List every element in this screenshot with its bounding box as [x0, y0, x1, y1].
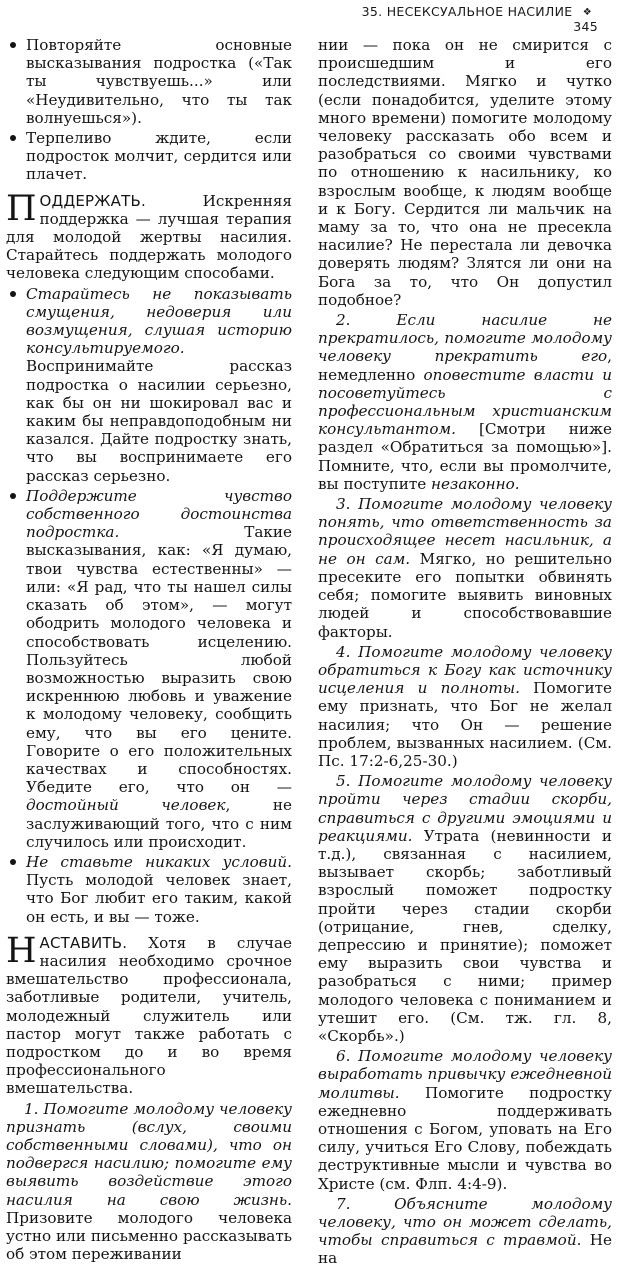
- listening-tips-list: [6, 36, 292, 184]
- tip-text: Пусть молодой человек знает, что Бог любит его таким, какой он есть, и вы — тоже.: [26, 871, 292, 926]
- list-item: Терпеливо ждите, если подросток молчит, сердится или плачет.: [6, 129, 292, 184]
- right-column: [318, 36, 612, 1268]
- section-text: Искренняя поддержка — лучшая терапия для молодой жертвы насилия. Старайтесь поддержать молодого человека следующим способами.: [6, 191, 292, 283]
- section-heading: ОДДЕРЖАТЬ.: [39, 191, 146, 210]
- step-heading: 4. Помогите молодому человеку обратиться к Богу как источнику исцеления и полноты.: [318, 642, 612, 698]
- step-text: Не на: [318, 1231, 613, 1268]
- tip-emphasis: достойный человек: [26, 796, 226, 815]
- list-item: [6, 285, 292, 485]
- step-6-paragraph: [318, 1047, 612, 1193]
- support-section-intro: [6, 188, 292, 283]
- section-text: Хотя в случае насилия необходимо срочное вмешательство профессионала, заботливые родители, учитель, молодежный служитель или пастор могут также работать с подростком до и во время профессионального вмешательства.: [6, 933, 292, 1098]
- tip-heading: Не ставьте никаких условий.: [26, 852, 292, 871]
- step-text: Утрата (невинности и т.д.), связанная с насилием, вызывает скорбь; заботливый взрослый поможет подростку пройти через стадии скорби (отрицание, гнев, сделку, депрессию и принятие); поможет ему выразить свои чувства и разобраться с ними; пример молодого человека с пониманием и утешит его. (См. тж. гл. 8, «Скорбь».): [318, 826, 612, 1045]
- section-heading: АСТАВИТЬ.: [39, 933, 128, 952]
- step-text: [Смотри ниже раздел «Обратиться за помощью»]. Помните, что, если вы промолчите, вы поступите: [318, 420, 612, 493]
- tip-text: , не заслуживающий того, что с ним случилось или происходит.: [26, 796, 292, 851]
- diamond-ornament-icon: ❖: [582, 7, 592, 18]
- step-heading: 3. Помогите молодому человеку понять, что ответственность за происходящее несет насильник, а не он сам.: [318, 495, 612, 568]
- step-heading: 7. Объясните молодому человеку, что он может сделать, чтобы справиться с травмой.: [318, 1194, 612, 1250]
- step-text: , немедленно: [318, 347, 612, 384]
- step-1-paragraph: [6, 1100, 292, 1264]
- chapter-title: 35. НЕСЕКСУАЛЬНОЕ НАСИЛИЕ: [361, 4, 573, 19]
- step-1-continuation: нии — пока он не смирится с происшедшим и его последствиями. Мягко и чутко (если понадобится, уделите этому много времени) помогите молодому человеку рассказать обо всем и разобраться со своими чувствами по отношению к насильнику, ко взрослым вообще, к людям вообще и к Богу. Сердится ли мальчик на маму за то, что она не пресекла насилие? Не перестала ли девочка доверять людям? Злятся ли они на Бога за то, что Он допустил подобное?: [318, 36, 612, 309]
- tip-text: Воспринимайте рассказ подростка о насилии серьезно, как бы он ни шокировал вас и каким бы неправдоподобным ни казался. Дайте подростку знать, что вы воспринимаете его рассказ серьезно.: [26, 357, 292, 485]
- step-emphasis: незаконно.: [431, 474, 520, 493]
- step-7-paragraph: [318, 1195, 612, 1268]
- step-4-paragraph: [318, 643, 612, 770]
- tip-heading: Старайтесь не показывать смущения, недоверия или возмущения, слушая историю консультируемого.: [26, 284, 292, 358]
- step-text: Мягко, но решительно пресеките его попытки обвинять себя; помогите выявить виновных людей и способствовавшие факторы.: [318, 549, 613, 641]
- page-number: 345: [573, 19, 598, 34]
- list-item: Повторяйте основные высказывания подростка («Так ты чувствуешь...» или «Неудивительно, что ты так волнуешься»).: [6, 36, 292, 127]
- step-5-paragraph: [318, 772, 612, 1045]
- step-text: Призовите молодого человека устно или письменно рассказывать об этом переживании: [6, 1208, 292, 1264]
- step-heading: 5. Помогите молодому человеку пройти через стадии скорби, справиться с другими эмоциями и реакциями.: [318, 772, 612, 845]
- drop-cap: П: [6, 188, 37, 229]
- list-item: [6, 853, 292, 926]
- step-3-paragraph: [318, 495, 612, 641]
- list-item: [6, 487, 292, 851]
- step-heading: 6. Помогите молодому человеку выработать привычку ежедневной молитвы.: [318, 1047, 612, 1102]
- step-2-paragraph: [318, 311, 612, 493]
- tip-heading: Поддержите чувство собственного достоинства подростка.: [26, 486, 292, 542]
- left-column: [6, 36, 292, 1263]
- drop-cap: Н: [6, 930, 37, 971]
- step-emphasis: оповестите власти и посоветуйтесь с профессиональным христианским консультантом.: [318, 365, 612, 439]
- running-header: [330, 4, 598, 34]
- step-text: Помогите подростку ежедневно поддерживать отношения с Богом, уповать на Его силу, учиться Его Слову, побеждать деструктивные мысли и чувства во Христе (см. Флп. 4:4-9).: [318, 1083, 612, 1193]
- tip-text: Такие высказывания, как: «Я думаю, твои чувства естественны» — или: «Я рад, что ты нашел силы сказать об этом», — могут ободрить молодого человека и способствовать исцелению. Пользуйтесь любой возможностью выразить свою искреннюю любовь и уважение к молодому человеку, сообщить ему, что вы его цените. Говорите о его положительных качествах и способностях. Убедите его, что он —: [26, 523, 292, 797]
- step-text: Помогите ему признать, что Бог не желал насилия; что Он — решение проблем, вызванных насилием. (См. Пс. 17:2-6,25-30.): [318, 679, 612, 770]
- support-tips-list: [6, 285, 292, 926]
- step-heading: 2. Если насилие не прекратилось, помогите молодому человеку прекратить его: [318, 311, 612, 366]
- direct-section-intro: [6, 930, 292, 1098]
- step-heading: 1. Помогите молодому человеку признать (вслух, своими собственными словами), что он подвергся насилию; помогите ему выявить воздействие этого насилия на свою жизнь.: [6, 1099, 292, 1209]
